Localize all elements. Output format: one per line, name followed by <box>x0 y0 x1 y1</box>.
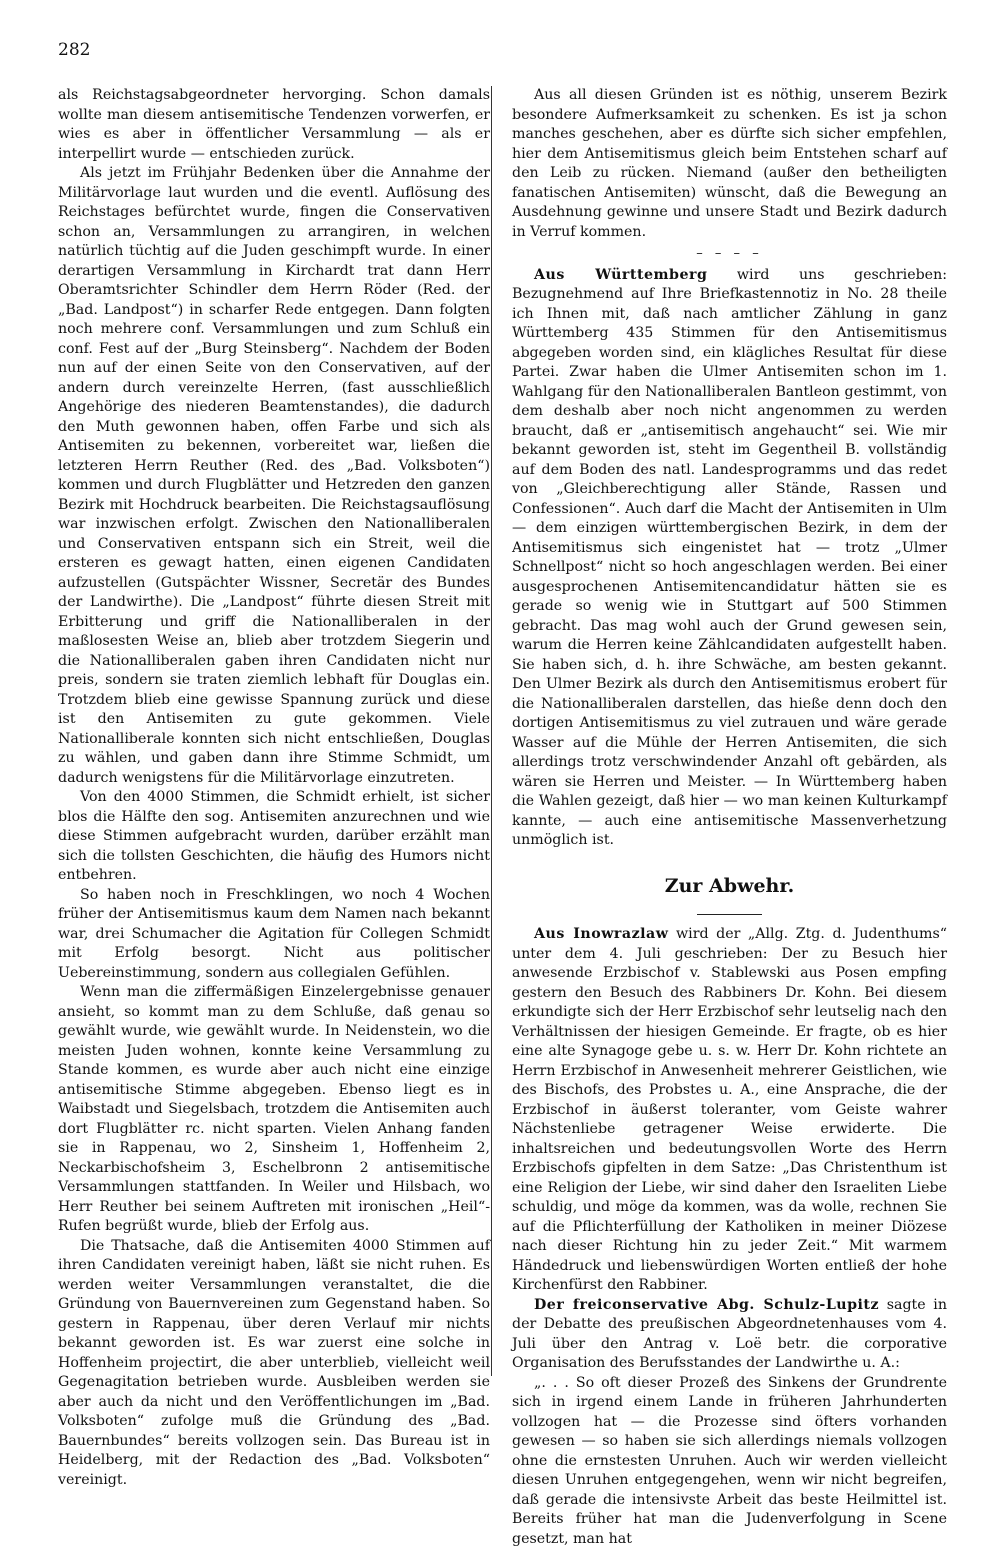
quote-paragraph: „. . . So oft dieser Prozeß des Sinkens der Grundrente sich in irgend einem Lande in früheren Jahrhunderten vollzogen hat — die Prozesse sind öfters vorhanden gewesen — so haben sie sich allerdings niemals vollzogen ohne die ernstesten Unruhen. Auch wir werden vielleicht diesen Unruhen entgegengehen, wenn wir nicht begreifen, daß gerade die intensivste Arbeit das beste Heilmittel ist. Bereits früher hat man die Judenverfolgung in Scene gesetzt, man hat <box>512 1374 947 1549</box>
schulz-article <box>512 1296 947 1374</box>
section-separator: – – – – <box>512 244 947 264</box>
wuerttemberg-article <box>512 266 947 851</box>
section-heading: Zur Abwehr. <box>512 877 947 897</box>
article-text: wird der „Allg. Ztg. d. Judenthums“ unter dem 4. Juli geschrieben: Der zu Besuch hier anwesende Erzbischof v. Stablewski aus Posen empfing gestern den Besuch des Rabbiners Dr. Kohn. Bei diesem erkundigte sich der Herr Erzbischof sehr leutselig nach den Verhältnissen der hiesigen Gemeinde. Er fragte, ob es hier eine alte Synagoge gebe u. s. w. Herr Dr. Kohn richtete an Herrn Erzbischof in Anwesenheit mehrerer Geistlichen, wie des Bischofs, des Probstes u. A., eine Ansprache, die der Erzbischof in äußerst toleranter, vom Geiste wahrer Nächstenliebe getragener Weise erwiderte. Die inhaltsreichen und bedeutungsvollen Worte des Herrn Erzbischofs gipfelten in dem Satze: „Das Christenthum ist eine Religion der Liebe, wir sind daher den Israeliten Liebe schuldig, und möge da kommen, was da wolle, rechnen Sie auf die Pflichterfüllung der Katholiken in meiner Diözese nach dieser Richtung hin zu jeder Zeit.“ Mit warmem Händedruck und liebenswürdigen Worten entließ der hohe Kirchenfürst den Rabbiner. <box>512 926 947 1293</box>
paragraph: als Reichstagsabgeordneter hervorging. Schon damals wollte man diesem antisemitische Tendenzen vorwerfen, er wies es aber in öffentlicher Versammlung — als er interpellirt wurde — entschieden zurück. <box>58 86 490 164</box>
page-number: 282 <box>58 40 90 60</box>
right-column <box>512 86 947 1549</box>
inowrazlaw-article <box>512 925 947 1296</box>
paragraph: Wenn man die ziffermäßigen Einzelergebnisse genauer ansieht, so kommt man zu dem Schluße, daß genau so gewählt wurde, wie gewählt wurde. In Neidenstein, wo die meisten Juden wohnen, konnte keine Versammlung zu Stande kommen, es wurde aber auch nicht eine einzige antisemitische Stimme abgegeben. Ebenso liegt es in Waibstadt und Siegelsbach, trotzdem die Antisemiten auch dort Flugblätter rc. nicht sparten. Vielen Anhang fanden sie in Rappenau, wo 2, Sinsheim 1, Hoffenheim 2, Neckarbischofsheim 3, Eschelbronn 2 antisemitische Versammlungen stattfanden. In Weiler und Hilsbach, wo Herr Reuther bei seinem Auftreten mit ironischen „Heil“-Rufen begrüßt wurde, blieb der Erfolg aus. <box>58 983 490 1237</box>
left-column <box>58 86 490 1490</box>
heading-rule <box>697 914 762 915</box>
article-lead: Der freiconservative Abg. Schulz-Lupitz <box>534 1297 879 1313</box>
article-text: wird uns geschrieben: Bezugnehmend auf Ihre Briefkastennotiz in No. 28 theile ich Ihnen mit, daß nach amtlicher Zählung in ganz Württemberg 435 Stimmen für den Antisemitismus abgegeben worden sind, ein klägliches Resultat für diese Partei. Zwar haben die Ulmer Antisemiten schon im 1. Wahlgang für den Nationalliberalen Bantleon gestimmt, von dem deshalb aber noch nicht angenommen zu werden braucht, daß er „antisemitisch angehaucht“ sei. Wie mir bekannt geworden ist, steht im Gegentheil B. vollständig auf dem Boden des natl. Landesprogramms und das redet von „Gleichberechtigung aller Stände, Rassen und Confessionen“. Auch darf die Macht der Antisemiten in Ulm — dem einzigen württembergischen Bezirk, in dem der Antisemitismus sich eingenistet hat — trotz „Ulmer Schnellpost“ nicht so hoch angeschlagen werden. Bei einer ausgesprochenen Antisemitencandidatur hätten sie es gerade so wenig wie in Stuttgart auf 500 Stimmen gebracht. Das mag wohl auch der Grund gewesen sein, warum die Herren keine Zählcandidaten aufgestellt haben. Sie haben sich, d. h. ihre Schwäche, am besten gekannt. Den Ulmer Bezirk als durch den Antisemitismus erobert für die Nationalliberalen darstellen, das hieße denn doch den dortigen Antisemitismus zu viel zutrauen und wäre gerade Wasser auf die Mühle der Herren Antisemiten, die sich allerdings trotz verschwindender Anzahl oft gebärden, als wären sie Herren und Meister. — In Württemberg haben die Wahlen gezeigt, daß hier — wo man keinen Kulturkampf kannte, — auch eine antisemitische Massenverhetzung unmöglich ist. <box>512 267 947 849</box>
article-lead: Aus Württemberg <box>534 267 707 283</box>
paragraph: Die Thatsache, daß die Antisemiten 4000 Stimmen auf ihren Candidaten vereinigt haben, läßt sie nicht ruhen. Es werden weiter Versammlungen veranstaltet, die die Gründung von Bauernvereinen zum Gegenstand haben. So gestern in Rappenau, über deren Verlauf mir nichts bekannt geworden ist. Es war zuerst eine solche in Hoffenheim projectirt, die aber unterblieb, vielleicht weil Gegenagitation betrieben wurde. Ausbleiben werden sie aber auch da nicht und den Veröffentlichungen im „Bad. Volksboten“ zufolge muß die Gründung des „Bad. Bauernbundes“ bereits vollzogen sein. Das Bureau ist in Heidelberg, mit der Redaction des „Bad. Volksboten“ vereinigt. <box>58 1237 490 1491</box>
paragraph: Von den 4000 Stimmen, die Schmidt erhielt, ist sicher blos die Hälfte den sog. Antisemiten anzurechnen und wie diese Stimmen aufgebracht wurden, darüber erzählt man sich die tollsten Geschichten, die häufig des Humors nicht entbehren. <box>58 788 490 886</box>
article-text: sagte in der Debatte des preußischen Abgeordnetenhauses vom 4. Juli über den Antrag v. Loë betr. die corporative Organisation des Berufsstandes der Landwirthe u. A.: <box>512 1297 947 1372</box>
article-lead: Aus Inowrazlaw <box>534 926 668 942</box>
paragraph: Aus all diesen Gründen ist es nöthig, unserem Bezirk besondere Aufmerksamkeit zu schenken. Es ist ja schon manches geschehen, aber es dürfte sich sicher empfehlen, hier dem Antisemitismus gleich beim Entstehen scharf auf den Leib zu rücken. Niemand (außer den betheiligten fanatischen Antisemiten) wünscht, daß die Bewegung an Ausdehnung gewinne und unsere Stadt und Bezirk dadurch in Verruf kommen. <box>512 86 947 242</box>
paragraph: So haben noch in Freschklingen, wo noch 4 Wochen früher der Antisemitismus kaum dem Namen nach bekannt war, drei Schumacher die Agitation für Collegen Schmidt mit Erfolg besorgt. Nicht aus politischer Uebereinstimmung, sondern aus collegialen Gefühlen. <box>58 886 490 984</box>
column-divider <box>491 86 492 1376</box>
paragraph: Als jetzt im Frühjahr Bedenken über die Annahme der Militärvorlage laut wurden und die eventl. Auflösung des Reichstages befürchtet wurde, fingen die Conservativen schon an, Versammlungen zu arrangiren, in welchen natürlich tüchtig auf die Juden geschimpft wurde. In einer derartigen Versammlung in Kirchardt trat dann Herr Oberamtsrichter Schindler dem Herrn Röder (Red. der „Bad. Landpost“) in scharfer Rede entgegen. Dann folgten noch mehrere conf. Versammlungen und zum Schluß ein conf. Fest auf der „Burg Steinsberg“. Nachdem der Boden nun auf der einen Seite von den Conservativen, auf der andern durch vereinzelte Herren, (fast ausschließlich Angehörige des niederen Beamtenstandes), die dadurch den Muth gewonnen haben, offen Farbe und sich als Antisemiten zu bekennen, vorbereitet war, ließen die letzteren Herrn Reuther (Red. des „Bad. Volksboten“) kommen und durch Flugblätter und Hetzreden den ganzen Bezirk mit Hochdruck bearbeiten. Die Reichstagsauflösung war inzwischen erfolgt. Zwischen den Nationalliberalen und Conservativen entspann sich ein Streit, weil die ersteren es gewagt hatten, einen eigenen Candidaten aufzustellen (Gutspächter Wissner, Secretär des Bundes der Landwirthe). Die „Landpost“ führte diesen Streit mit Erbitterung und griff die Nationalliberalen in der maßlosesten Weise an, blieb aber trotzdem Siegerin und die Nationalliberalen gaben ihren Candidaten nicht nur preis, sondern sie traten ziemlich lebhaft für Douglas ein. Trotzdem blieb eine gewisse Spannung zurück und diese ist den Antisemiten zu gute gekommen. Viele Nationalliberale konnten sich nicht entschließen, Douglas zu wählen, und gaben dann ihre Stimme Schmidt, um dadurch wenigstens für die Militärvorlage einzutreten. <box>58 164 490 788</box>
